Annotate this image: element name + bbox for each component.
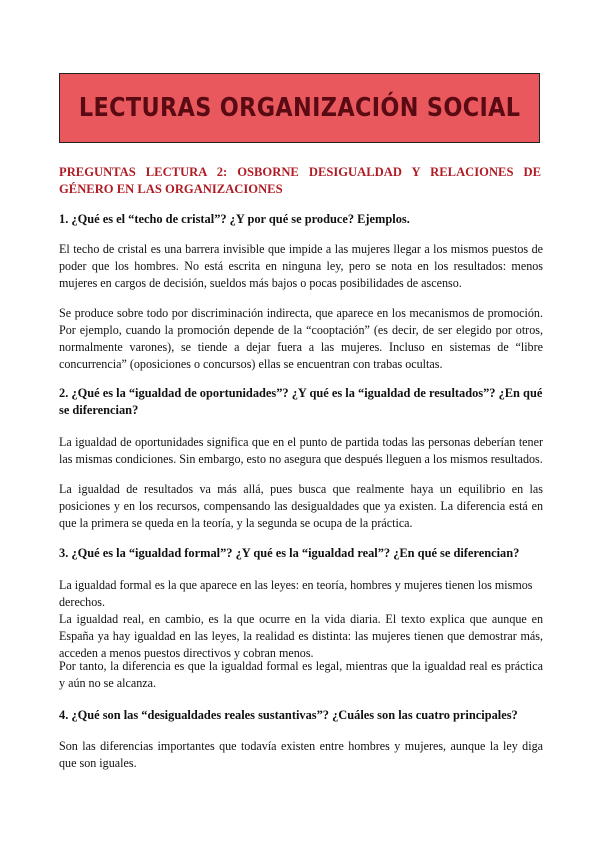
question-3-paragraph-2: La igualdad real, en cambio, es la que ocurre en la vida diaria. El texto explica que aunque en España ya hay igualdad en las leyes, la realidad es distinta: las mujeres tienen que demostrar más, acceden a menos puestos directivos y cobran menos.: [59, 612, 543, 660]
question-2-paragraph-2: La igualdad de resultados va más allá, pues busca que realmente haya un equilibrio en las posiciones y en los recursos, compensando las desigualdades que ya existen. La diferencia está en que la primera se queda en la teoría, y la segunda se ocupa de la práctica.: [59, 482, 543, 530]
question-4-paragraph-1: Son las diferencias importantes que todavía existen entre hombres y mujeres, aunque la ley diga que son iguales.: [59, 739, 543, 770]
question-3-paragraph-1: La igualdad formal es la que aparece en las leyes: en teoría, hombres y mujeres tienen los mismos derechos.: [59, 578, 533, 609]
question-4-title: 4. ¿Qué son las “desigualdades reales sustantivas”? ¿Cuáles son las cuatro principales?: [59, 708, 518, 722]
question-2-paragraph-1: La igualdad de oportunidades significa que en el punto de partida todas las personas deberían tener las mismas condiciones. Sin embargo, esto no asegura que después lleguen a los mismos resultados.: [59, 435, 543, 466]
banner-title: LECTURAS ORGANIZACIÓN SOCIAL: [78, 93, 521, 123]
question-1-paragraph-1: El techo de cristal es una barrera invisible que impide a las mujeres llegar a los mismos puestos de poder que los hombres. No está escrita en ninguna ley, pero se nota en los resultados: menos mujeres en cargos de decisión, sueldos más bajos o pocas posibilidades de ascenso.: [59, 242, 543, 290]
question-3-paragraph-3: Por tanto, la diferencia es que la igualdad formal es legal, mientras que la igualdad real es práctica y aún no se alcanza.: [59, 659, 543, 690]
question-1-paragraph-2: Se produce sobre todo por discriminación indirecta, que aparece en los mecanismos de promoción. Por ejemplo, cuando la promoción depende de la “cooptación” (es decir, de ser elegido por otros, normalmente varones), se tiende a dejar fuera a las mujeres. Incluso en sistemas de “libre concurrencia” (oposiciones o concursos) ellas se encuentran con trabas ocultas.: [59, 306, 543, 371]
question-2-title: 2. ¿Qué es la “igualdad de oportunidades”? ¿Y qué es la “igualdad de resultados”? ¿En qué se diferencian?: [59, 386, 543, 417]
question-1-title: 1. ¿Qué es el “techo de cristal”? ¿Y por qué se produce? Ejemplos.: [59, 212, 410, 226]
question-3-title: 3. ¿Qué es la “igualdad formal”? ¿Y qué es la “igualdad real”? ¿En qué se diferencian?: [59, 546, 520, 560]
document-subtitle: PREGUNTAS LECTURA 2: OSBORNE DESIGUALDAD Y RELACIONES DE GÉNERO EN LAS ORGANIZACIONES: [59, 165, 541, 196]
title-banner: [59, 73, 540, 143]
